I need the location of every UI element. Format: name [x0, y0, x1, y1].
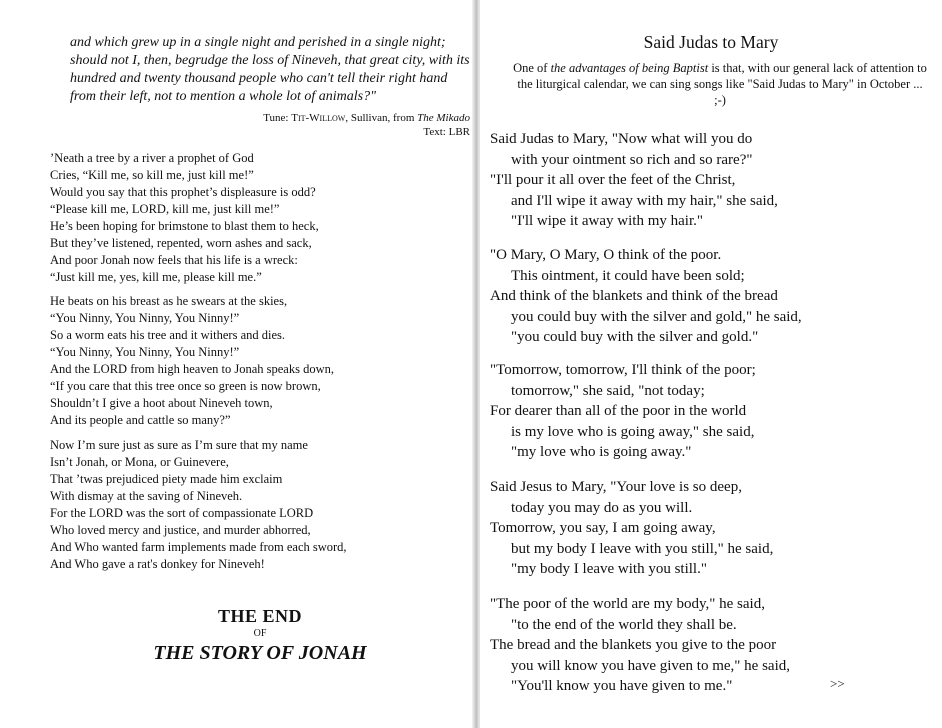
- tune-prefix: Tune:: [263, 112, 292, 124]
- song-note: [510, 60, 930, 108]
- verse-line: "my body I leave with you still.": [511, 561, 707, 578]
- verse-line: "you could buy with the silver and gold.": [511, 329, 759, 346]
- verse-line: So a worm eats his tree and it withers and dies.: [50, 328, 286, 342]
- verse-line: And think of the blankets and think of the bread: [490, 288, 778, 305]
- verse-line: Now I’m sure just as sure as I’m sure that my name: [50, 438, 308, 452]
- verse-line: is my love who is going away," she said,: [511, 423, 755, 440]
- verse-line: "to the end of the world they shall be.: [511, 616, 737, 633]
- verse-line: Cries, “Kill me, so kill me, just kill me!”: [50, 168, 254, 182]
- verse-line: The bread and the blankets you give to the poor: [490, 637, 777, 654]
- jonah-stanza-3: [50, 437, 450, 573]
- end-title: THE END: [217, 606, 303, 626]
- judas-stanza-1: [490, 129, 940, 232]
- verse-line: with your ointment so rich and so rare?": [511, 151, 753, 168]
- jonah-stanza-1: [50, 150, 450, 286]
- end-story-title: THE STORY OF JONAH: [153, 642, 367, 664]
- verse-line: And the LORD from high heaven to Jonah speaks down,: [50, 362, 334, 376]
- verse-line: But they’ve listened, repented, worn ashes and sack,: [50, 236, 312, 250]
- verse-line: Said Judas to Mary, "Now what will you do: [490, 131, 753, 147]
- verse-line: “You Ninny, You Ninny, You Ninny!”: [50, 311, 240, 325]
- verse-line: “Just kill me, yes, kill me, please kill me.”: [50, 270, 262, 284]
- verse-line: He beats on his breast as he swears at the skies,: [50, 294, 288, 308]
- right-page: [480, 0, 942, 728]
- verse-line: And Who wanted farm implements made from each sword,: [50, 540, 347, 554]
- verse-line: "I'll wipe it away with my hair.": [511, 213, 703, 230]
- verse-line: but my body I leave with you still," he said,: [511, 540, 774, 557]
- verse-line: Who loved mercy and justice, and murder abhorred,: [50, 523, 311, 537]
- verse-line: ’Neath a tree by a river a prophet of God: [50, 151, 254, 165]
- jonah-stanza-2: [50, 293, 450, 429]
- verse-line: And its people and cattle so many?”: [50, 413, 231, 427]
- verse-line: And poor Jonah now feels that his life is a wreck:: [50, 253, 298, 267]
- verse-line: With dismay at the saving of Nineveh.: [50, 489, 243, 503]
- end-of: OF: [253, 628, 267, 639]
- verse-line: today you may do as you will.: [511, 499, 693, 516]
- verse-line: tomorrow," she said, "not today;: [511, 382, 705, 399]
- verse-line: "O Mary, O Mary, O think of the poor.: [490, 247, 722, 263]
- verse-line: "I'll pour it all over the feet of the Christ,: [490, 172, 736, 189]
- note-rest: is that, with our general lack of attention to the liturgical calendar, we can sing songs like "Said Judas to Mary" in October ... ;-): [517, 61, 927, 107]
- song-title: Said Judas to Mary: [643, 32, 779, 52]
- judas-stanza-5: [490, 594, 940, 697]
- intro-paragraph: and which grew up in a single night and perished in a single night; should not I, then, begrudge the loss of Nineveh, that great city, with its hundred and twenty thousand people who can't tell their right hand from their left, not to mention a whole lot of animals?": [70, 35, 470, 104]
- verse-line: “You Ninny, You Ninny, You Ninny!”: [50, 345, 240, 359]
- text-credit: Text: LBR: [423, 126, 470, 138]
- verse-line: “Please kill me, LORD, kill me, just kill me!”: [50, 202, 280, 216]
- verse-line: Shouldn’t I give a hoot about Nineveh town,: [50, 396, 273, 410]
- verse-line: For the LORD was the sort of compassionate LORD: [50, 506, 314, 520]
- verse-line: “If you care that this tree once so green is now brown,: [50, 379, 321, 393]
- end-block: [130, 605, 390, 665]
- verse-line: you could buy with the silver and gold," he said,: [511, 308, 802, 325]
- verse-line: Would you say that this prophet’s displeasure is odd?: [50, 185, 316, 199]
- verse-line: "Tomorrow, tomorrow, I'll think of the poor;: [490, 362, 756, 378]
- tune-source: The Mikado: [417, 112, 470, 124]
- verse-line: For dearer than all of the poor in the world: [490, 403, 747, 420]
- tune-mid: , Sullivan, from: [345, 112, 418, 124]
- judas-stanza-2: [490, 245, 940, 348]
- continue-mark: >>: [830, 676, 845, 691]
- verse-line: Said Jesus to Mary, "Your love is so deep,: [490, 479, 742, 495]
- verse-line: And Who gave a rat's donkey for Nineveh!: [50, 557, 265, 571]
- verse-line: "The poor of the world are my body," he said,: [490, 596, 765, 612]
- note-italic: the advantages of being Baptist: [550, 61, 709, 75]
- verse-line: and I'll wipe it away with my hair," she said,: [511, 192, 778, 209]
- verse-line: "my love who is going away.": [511, 444, 692, 461]
- note-prefix: One of: [513, 61, 551, 75]
- verse-line: That ’twas prejudiced piety made him exclaim: [50, 472, 283, 486]
- judas-stanza-3: [490, 360, 940, 463]
- verse-line: Tomorrow, you say, I am going away,: [490, 520, 716, 537]
- verse-line: "You'll know you have given to me.": [511, 678, 733, 695]
- verse-line: He’s been hoping for brimstone to blast them to heck,: [50, 219, 319, 233]
- tune-name: Tit-Willow: [291, 112, 346, 124]
- judas-stanza-4: [490, 477, 940, 580]
- verse-line: you will know you have given to me," he said,: [511, 657, 790, 674]
- tune-credit: [263, 111, 470, 139]
- verse-line: Isn’t Jonah, or Mona, or Guinevere,: [50, 455, 229, 469]
- verse-line: This ointment, it could have been sold;: [511, 267, 745, 284]
